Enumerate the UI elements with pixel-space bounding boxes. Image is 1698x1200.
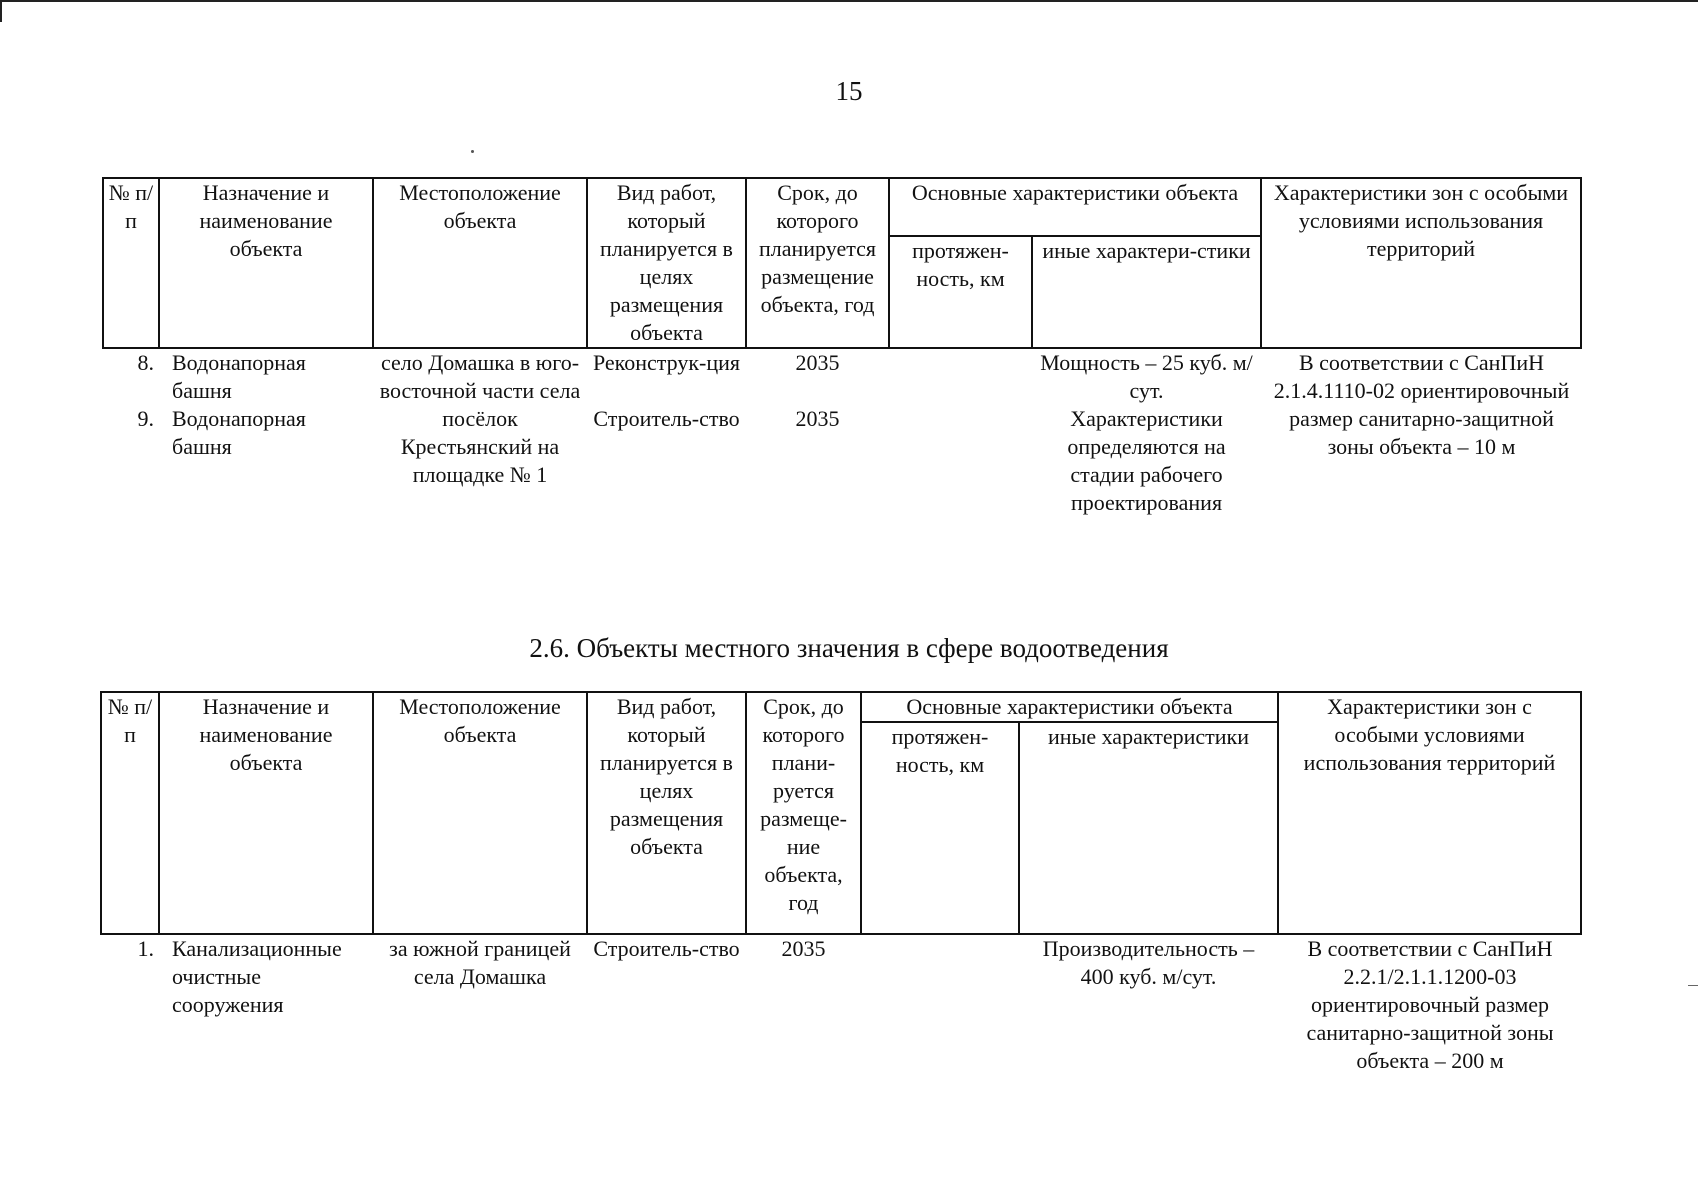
header-location: Местоположение объекта [373,178,587,348]
cell-num: 1. [137,936,154,961]
cell-location: посёлок Крестьянский на площадке № 1 [400,406,560,487]
header-zones: Характеристики зон с особыми условиями использования территорий [1261,178,1581,348]
cell-location: село Домашка в юго-восточной части села [379,350,581,403]
water-supply-objects-table [102,177,1582,517]
cell-length [889,405,1032,517]
table-row [103,348,1581,405]
header-num: № п/п [103,178,159,348]
cell-purpose: Водонапорная башня [172,350,306,403]
cell-deadline: 2035 [781,936,826,961]
cell-other-chars: Производительность – 400 куб. м/сут. [1042,936,1255,989]
header-work-type: Вид работ, который планируется в целях размещения объекта [587,178,746,348]
section-title: 2.6. Объекты местного значения в сфере водоотведения [529,633,1169,663]
scan-tick [1688,985,1698,986]
cell-num: 9. [137,406,154,431]
header-main-chars: Основные характеристики объекта [861,692,1278,722]
header-length: протяжен-ность, км [889,236,1032,348]
header-deadline: Срок, до которого планируется размещение объекта, год [746,178,889,348]
cell-zones: В соответствии с СанПиН 2.1.4.1110-02 ориентировочный размер санитарно-защитной зоны объекта – 10 м [1273,350,1570,459]
header-other-chars: иные характери-стики [1032,236,1261,348]
header-purpose: Назначение и наименование объекта [159,692,373,934]
scan-border-left [0,0,2,22]
cell-length [889,348,1032,405]
header-length: протяжен-ность, км [861,722,1019,934]
page-number: 15 [835,76,863,106]
header-zones: Характеристики зон с особыми условиями использования территорий [1278,692,1581,934]
header-work-type: Вид работ, который планируется в целях размещения объекта [587,692,746,934]
scan-border-top [0,0,1698,2]
header-other-chars: иные характеристики [1019,722,1278,934]
cell-length [861,934,1019,1075]
table-row [101,934,1581,1075]
cell-zones: В соответствии с СанПиН 2.2.1/2.1.1.1200-03 ориентировочный размер санитарно-защитной зоны объекта – 200 м [1306,936,1554,1073]
cell-other-chars: Характеристики определяются на стадии рабочего проектирования [1067,406,1226,515]
cell-purpose: Канализационные очистные сооружения [172,936,342,1017]
cell-work-type: Строитель-ство [593,406,740,431]
cell-location: за южной границей села Домашка [389,936,571,989]
header-num: № п/п [101,692,159,934]
cell-work-type: Строитель-ство [593,936,740,961]
header-main-chars: Основные характеристики объекта [889,178,1261,236]
cell-purpose: Водонапорная башня [172,406,306,459]
cell-other-chars: Мощность – 25 куб. м/ сут. [1040,350,1253,403]
cell-work-type: Реконструк-ция [592,350,741,375]
cell-num: 8. [137,350,154,375]
header-purpose: Назначение и наименование объекта [159,178,373,348]
header-deadline: Срок, до которого плани-руется размеще-ние объекта, год [746,692,861,934]
scan-speck [471,150,474,153]
cell-deadline: 2035 [795,350,840,375]
wastewater-objects-table [100,691,1582,1075]
cell-deadline: 2035 [795,406,840,431]
header-location: Местоположение объекта [373,692,587,934]
